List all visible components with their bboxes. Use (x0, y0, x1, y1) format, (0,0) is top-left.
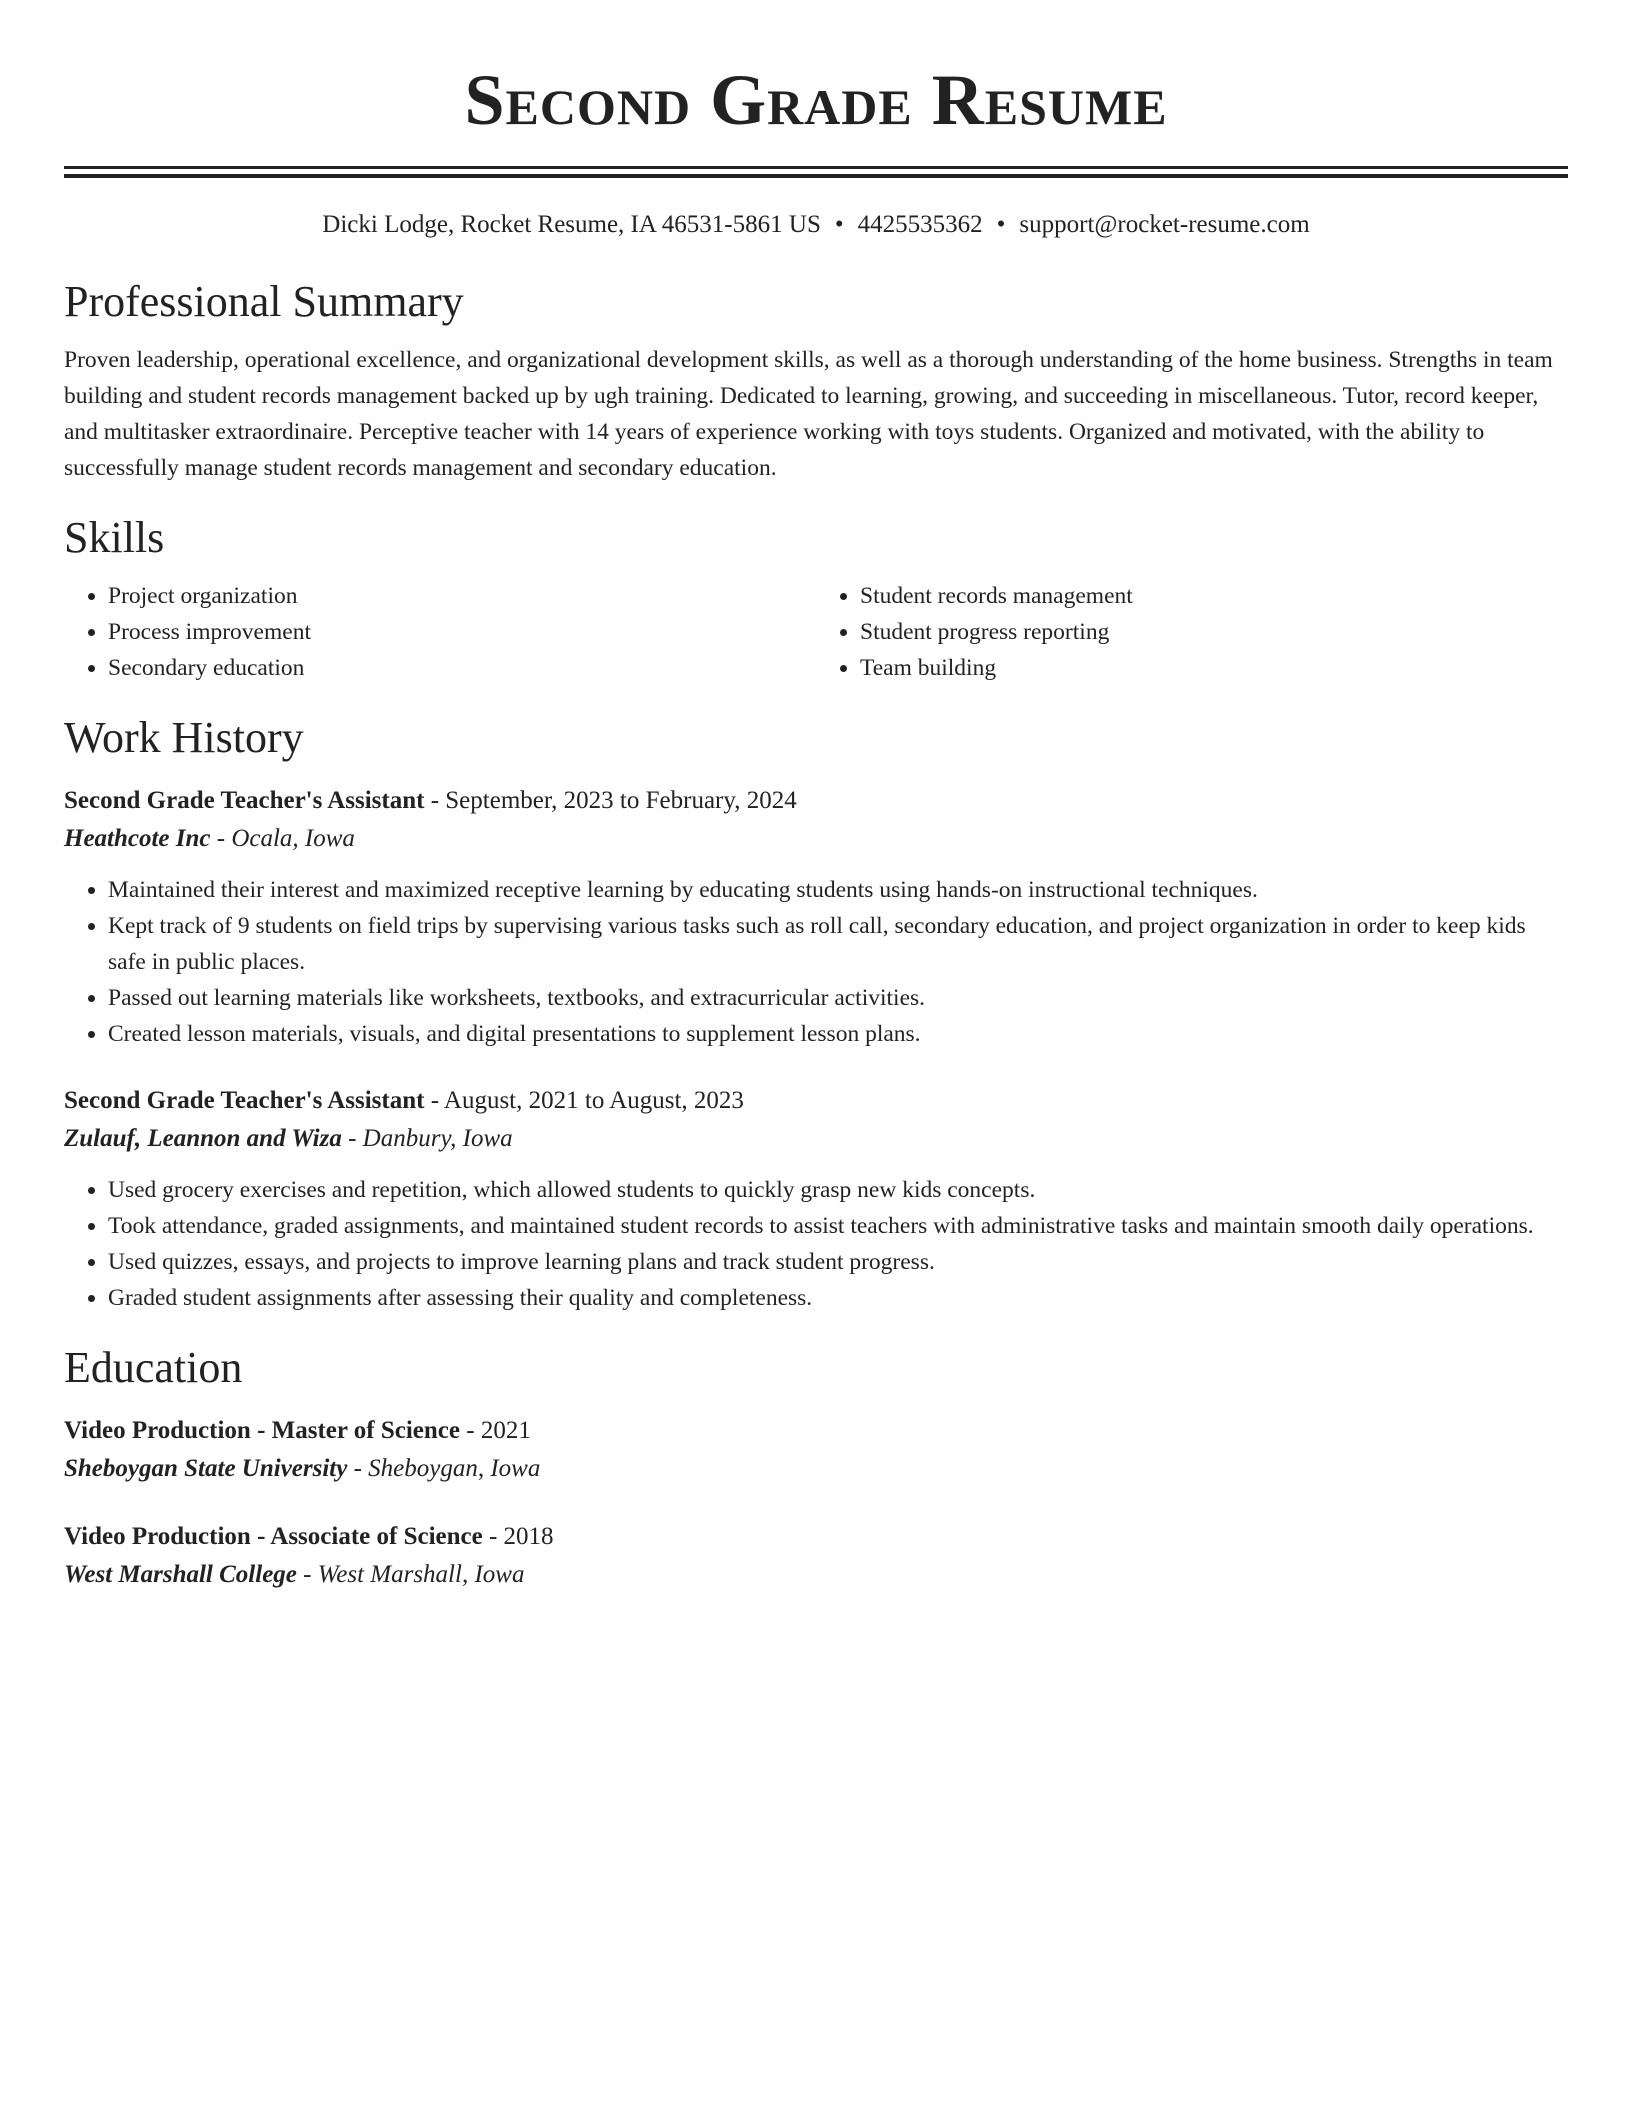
skills-heading: Skills (64, 513, 165, 562)
education-degree: Video Production - Associate of Science (64, 1523, 483, 1550)
job-header (64, 1082, 1568, 1120)
contact-address: Dicki Lodge, Rocket Resume, IA 46531-5861 US (322, 211, 821, 238)
job-entry (64, 782, 1568, 1052)
contact-separator: • (996, 211, 1006, 238)
contact-phone: 4425535362 (857, 211, 983, 238)
education-school-line (64, 1450, 1568, 1488)
job-bullet: • Graded student assignments after assessing their quality and completeness. (108, 1280, 1568, 1316)
education-school: West Marshall College (64, 1561, 297, 1588)
contact-separator: • (834, 211, 844, 238)
job-role: Second Grade Teacher's Assistant (64, 1087, 425, 1114)
education-school: Sheboygan State University (64, 1455, 348, 1482)
skill-item: • Team building (860, 650, 1568, 686)
job-bullet: • Kept track of 9 students on field trips by supervising various tasks such as roll call, secondary education, and project organization in order to keep kids safe in public places. (108, 908, 1568, 980)
job-header (64, 782, 1568, 820)
job-bullet: • Used grocery exercises and repetition, which allowed students to quickly grasp new kids concepts. (108, 1172, 1568, 1208)
job-company: Heathcote Inc (64, 825, 211, 852)
job-dates: - August, 2021 to August, 2023 (424, 1087, 744, 1114)
job-bullets (64, 872, 1568, 1052)
education-entry (64, 1412, 1568, 1488)
education-header (64, 1412, 1568, 1450)
job-company-line (64, 820, 1568, 858)
summary-heading: Professional Summary (64, 277, 464, 326)
job-company: Zulauf, Leannon and Wiza (64, 1125, 342, 1152)
education-location: - Sheboygan, Iowa (347, 1455, 541, 1482)
education-school-line (64, 1556, 1568, 1594)
job-bullet: • Maintained their interest and maximized receptive learning by educating students using hands-on instructional techniques. (108, 872, 1568, 908)
education-header (64, 1518, 1568, 1556)
job-dates: - September, 2023 to February, 2024 (424, 787, 797, 814)
education-year: - 2021 (460, 1417, 531, 1444)
job-bullet: • Took attendance, graded assignments, and maintained student records to assist teachers with administrative tasks and maintain smooth daily operations. (108, 1208, 1568, 1244)
job-location: - Ocala, Iowa (210, 825, 355, 852)
education-year: - 2018 (482, 1523, 554, 1550)
job-bullet: • Created lesson materials, visuals, and digital presentations to supplement lesson plans. (108, 1016, 1568, 1052)
title-divider (64, 166, 1568, 178)
job-bullet: • Passed out learning materials like worksheets, textbooks, and extracurricular activities. (108, 980, 1568, 1016)
skill-item: • Process improvement (108, 614, 816, 650)
resume-title: Second Grade Resume (464, 60, 1168, 140)
job-company-line (64, 1120, 1568, 1158)
skills-list (64, 578, 1568, 686)
job-entry (64, 1082, 1568, 1316)
skill-item: • Project organization (108, 578, 816, 614)
skill-item: • Secondary education (108, 650, 816, 686)
skills-column-left (64, 578, 816, 686)
contact-email: support@rocket-resume.com (1019, 211, 1310, 238)
skills-column-right (816, 578, 1568, 686)
education-heading: Education (64, 1343, 243, 1392)
job-location: - Danbury, Iowa (341, 1125, 513, 1152)
contact-line (64, 208, 1568, 242)
summary-text: Proven leadership, operational excellence, and organizational development skills, as well as a thorough understanding of the home business. Strengths in team building and student records management backed up by ugh training. Dedicated to learning, growing, and succeeding in miscellaneous. Tutor, record keeper, and multitasker extraordinaire. Perceptive teacher with 14 years of experience working with toys students. Organized and motivated, with the ability to successfully manage student records management and secondary education. (64, 347, 1553, 481)
job-role: Second Grade Teacher's Assistant (64, 787, 425, 814)
education-location: - West Marshall, Iowa (296, 1561, 525, 1588)
education-entry (64, 1518, 1568, 1594)
job-bullets (64, 1172, 1568, 1316)
skill-item: • Student progress reporting (860, 614, 1568, 650)
job-bullet: • Used quizzes, essays, and projects to improve learning plans and track student progress. (108, 1244, 1568, 1280)
work-history-heading: Work History (64, 713, 304, 762)
education-degree: Video Production - Master of Science (64, 1417, 460, 1444)
skill-item: • Student records management (860, 578, 1568, 614)
